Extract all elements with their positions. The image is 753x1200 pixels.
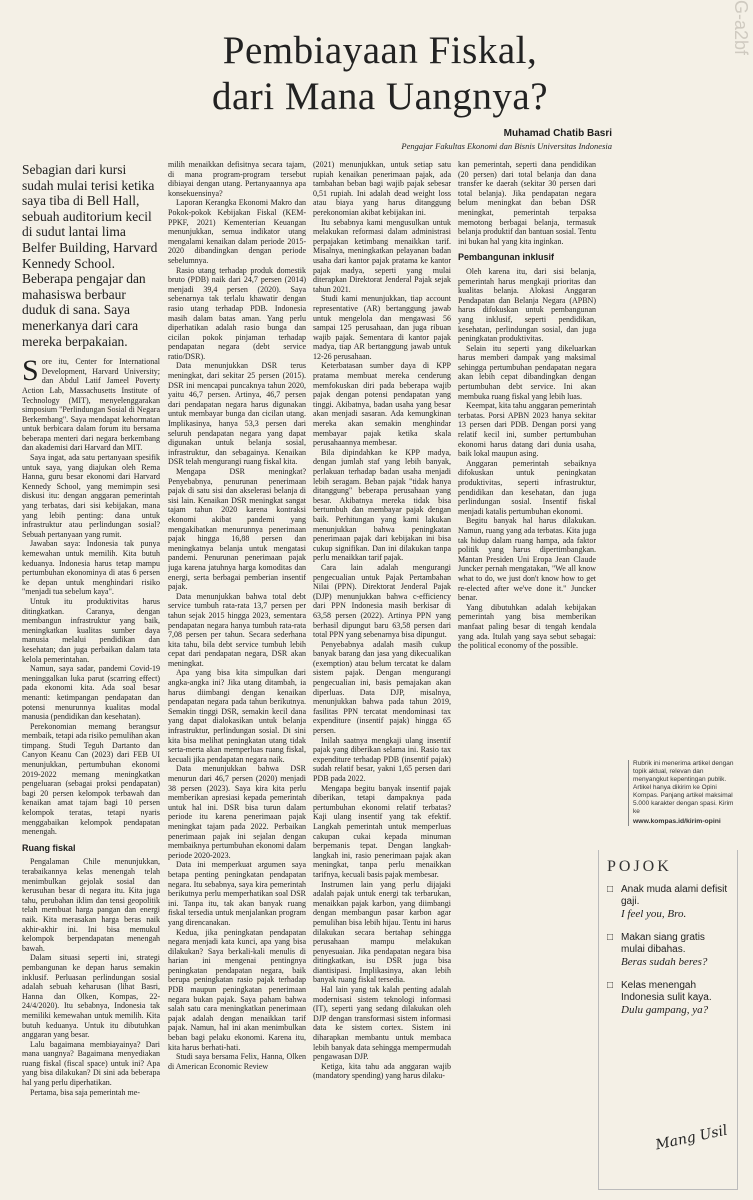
paragraph: Saya ingat, ada satu pertanyaan spesifik untuk saya, yang diajukan oleh Rema Hanna, guru besar ekonomi dari Harvard Kennedy School, yang memimpin sesi diskusi itu: dengan anggaran pemerintah yang terbatas, dari sisi kebijakan, mana yang lebih penting: dana untuk infrastruktur atau perlindungan sosial? Sebuah pertanyaan yang rumit. bbox=[22, 453, 160, 539]
paragraph: Studi saya bersama Felix, Hanna, Olken di American Economic Review bbox=[168, 1052, 306, 1071]
paragraph: Data menunjukkan bahwa DSR menurun dari 46,7 persen (2020) menjadi 38 persen (2023). Saya kira kita perlu memberikan apresiasi kepada pemerintah untuk hal ini. DSR bisa turun dalam periode itu karena penerimaan pajak meningkat tajam pada 2022. Perbaikan penerimaan pajak ini sejalan dengan membaiknya pertumbuhan ekonomi dalam periode 2020-2023. bbox=[168, 764, 306, 860]
pojok-item-reply: I feel you, Bro. bbox=[621, 908, 687, 920]
paragraph: Studi kami menunjukkan, tiap account representative (AR) bertanggung jawab untuk mengelola dan mengawasi 56 sampai 125 perusahaan, dan juga ribuan wajib pajak. Sementara di kantor pajak madya, tiap AR bertanggung jawab untuk 12-26 perusahaan. bbox=[313, 294, 451, 361]
paragraph: Lalu bagaimana membiayainya? Dari mana uangnya? Bagaimana menyediakan ruang fiskal (fiscal space) untuk ini? Apa yang bisa dilakukan? Di sini ada beberapa hal yang perlu diperhatikan. bbox=[22, 1039, 160, 1088]
paragraph: Namun, saya sadar, pandemi Covid-19 meninggalkan luka parut (scarring effect) pada ekonomi kita. Ada soal besar menanti: ketimpangan pendapatan dan potensi menurunnya kualitas modal manusia (pendidikan dan kesehatan). bbox=[22, 664, 160, 722]
paragraph: Penyebabnya adalah masih cukup banyak barang dan jasa yang dikecualikan (exemption) atau belum tercatat ke dalam sistem pajak. Dengan mengurangi pengecualian ini, basis pemajakan akan diperluas. Data DJP, misalnya, menunjukkan bahwa pada tahun 2019, fasilitas PPN tercatat mendominasi tax expenditure (insentif pajak) hingga 65 persen. bbox=[313, 639, 451, 736]
paragraph: Dalam situasi seperti ini, strategi pembangunan ke depan harus semakin inklusif. Perluasan perlindungan sosial adalah sebuah keharusan (lihat Basri, Hanna dan Olken, Kompas, 22-24/4/2020). Itu sebabnya, Indonesia tak memiliki kemewahan untuk memilih. Kita butuh keduanya. Untuk itu dibutuhkan anggaran yang besar. bbox=[22, 953, 160, 1040]
paragraph: Keempat, kita tahu anggaran pemerintah terbatas. Porsi APBN 2023 hanya sekitar 13 persen dari PDB. Dengan porsi yang relatif kecil ini, sumber pertumbuhan ekonomi harus datang dari dunia usaha, baik lokal maupun asing. bbox=[458, 401, 596, 459]
rubrik-note bbox=[628, 760, 736, 826]
column-4 bbox=[458, 160, 596, 1190]
title-line-1: Pembiayaan Fiskal, bbox=[222, 29, 538, 72]
subheading-ruang-fiskal: Ruang fiskal bbox=[22, 842, 76, 853]
subheading-pembangunan-inklusif: Pembangunan inklusif bbox=[458, 252, 555, 263]
lead-paragraph: Sebagian dari kursi sudah mulai terisi ketika saya tiba di Bell Hall, sebuah auditorium kecil di sudut lantai lima Belfer Building, Harvard Kennedy School. Beberapa pengajar dan mahasiswa berbaur duduk di sana. Saya menerkanya dari cara mereka berpakaian. bbox=[22, 162, 158, 349]
author-name: Muhamad Chatib Basri bbox=[503, 128, 612, 139]
title-line-2: dari Mana Uangnya? bbox=[211, 75, 549, 118]
paragraph: milih menaikkan defisitnya secara tajam, di mana program-program tersebut dibiayai dengan utang. Pertanyaannya apa konsekuensinya? bbox=[168, 160, 306, 198]
column-3 bbox=[313, 160, 451, 1190]
paragraph: Ketiga, kita tahu ada anggaran wajib (mandatory spending) yang harus dilaku- bbox=[313, 1061, 451, 1081]
drop-cap: S bbox=[22, 354, 39, 388]
pojok-item bbox=[607, 932, 729, 968]
paragraph: Kedua, jika peningkatan pendapatan negara menjadi kata kunci, apa yang bisa dilakukan? Saya berkali-kali menulis di harian ini mengenai pentingnya peningkatan pendapatan negara, baik berupa peningkatan rasio pajak terhadap PDB maupun peningkatan penerimaan negara bukan pajak. Saya paham bahwa salah satu cara meningkatkan penerimaan pajak adalah dengan menaikkan tarif pajak. Namun, hal ini akan menimbulkan beban bagi pelaku ekonomi. Karena itu, kita harus berhati-hati. bbox=[168, 927, 306, 1052]
paragraph: Bila dipindahkan ke KPP madya, dengan jumlah staf yang lebih banyak, perlakuan terhadap badan usaha menjadi lebih seragam. Beban pajak "tidak hanya ditanggung" beberapa perusahaan yang besar. Akibatnya mereka tidak bisa bertumbuh dan membayar pajak dengan baik. Perhitungan yang kami lakukan menunjukkan bahwa peningkatan penerimaan pajak dari kebijakan ini bisa cukup signifikan. Dan ini dilakukan tanpa perlu menaikkan tarif pajak. bbox=[313, 447, 451, 563]
paragraph: Data ini memperkuat argumen saya betapa penting peningkatan pendapatan negara. Itu sebabnya, saya kira pemerintah berikutnya perlu memperhatikan soal DSR ini. Tanpa itu, tak akan banyak ruang fiskal tersedia untuk menjalankan program yang direncanakan. bbox=[168, 860, 306, 927]
paragraph: Begitu banyak hal harus dilakukan. Namun, ruang yang ada terbatas. Kita juga tak hidup dalam ruang hampa, ada faktor politik yang harus dipertimbangkan. Mantan Presiden Uni Eropa Jean Claude Juncker pernah mengatakan, "We all know what to do, we just don't know how to get re-elected after we've done it." Juncker benar. bbox=[458, 516, 596, 603]
paragraph: Perekonomian memang berangsur membaik, tetapi ada risiko pemulihan akan timpang. Studi Teguh Dartanto dan Canyon Keanu Can (2023) dari FEB UI menunjukkan, pertumbuhan ekonomi 2019-2022 memang meningkatkan pengeluaran (sebagai proksi pendapatan) bagi 20 persen kelompok terbawah dan kenaikan amat tajam bagi 10 persen kelompok teratas, tetapi nyaris menggabaikan kelompok pendapatan menengah. bbox=[22, 721, 160, 837]
square-bullet-icon: □ bbox=[607, 884, 614, 895]
paragraph: Anggaran pemerintah sebaiknya difokuskan untuk peningkatan produktivitas, seperti infrastruktur, pendidikan dan kesehatan, dan juga perlindungan sosial. Insentif fiskal menjadi katalis pertumbuhan ekonomi. bbox=[458, 458, 596, 516]
rubrik-link[interactable]: www.kompas.id/kirim-opini bbox=[633, 818, 721, 825]
paragraph: Keterbatasan sumber daya di KPP pratama membuat mereka cenderung memfokuskan diri pada beberapa wajib pajak dengan potensi pendapatan yang tinggi. Akibatnya, badan usaha yang besar akan menjadi sasaran. Ada kemungkinan mereka akan semakin menghindar membayar pajak ketika skala perusahaannya membesar. bbox=[313, 361, 451, 448]
paragraph: Yang dibutuhkan adalah kebijakan pemerintah yang bisa memberikan manfaat paling besar di tengah kendala yang ada. Itulah yang saya sebut sebagai: the political economy of the possible. bbox=[458, 602, 596, 651]
paragraph: Rasio utang terhadap produk domestik bruto (PDB) naik dari 24,7 persen (2014) menjadi 39,4 persen (2020). Saya sebenarnya tak terlalu khawatir dengan rasio utang terhadap PDB. Indonesia masih dalam batas aman. Yang perlu diperhatikan adalah rasio bunga dan cicilan pokok pinjaman terhadap pendapatan negara (debt service ratio/DSR). bbox=[168, 265, 306, 361]
square-bullet-icon: □ bbox=[607, 932, 614, 943]
paragraph: Pengalaman Chile menunjukkan, terabaikannya kelas menengah telah menimbulkan gejolak sosial dan kerusuhan besar di negara itu. Kita juga tahu, perubahan iklim dan tensi geopolitik telah membuat harga pangan dan energi naik. Kita merasakan harga beras naik akhir-akhir ini. Ini bisa memukul kelompok berpendapatan menengah bawah. bbox=[22, 857, 160, 953]
pojok-item-text: Kelas menengah Indonesia sulit kaya. bbox=[621, 980, 712, 1003]
paragraph: Itu sebabnya kami mengusulkan untuk melakukan reformasi dalam administrasi perpajakan ketimbang menaikkan tarif. Misalnya, meningkatkan pelayanan badan usaha dari kantor pajak pratama ke kantor pajak madya, seperti yang mulai diterapkan Direktorat Jenderal Pajak sejak tahun 2021. bbox=[313, 217, 451, 294]
pojok-item bbox=[607, 884, 729, 920]
paragraph: Inilah saatnya mengkaji ulang insentif pajak yang diberikan selama ini. Rasio tax expenditure terhadap PDB (insentif pajak) sudah relatif besar, yakni 1,65 persen dari PDB pada 2022. bbox=[313, 735, 451, 783]
paragraph: (2021) menunjukkan, untuk setiap satu rupiah kenaikan penerimaan pajak, ada tambahan beban bagi wajib pajak sebesar 0,51 rupiah. Ini adalah dead weight loss atau biaya yang harus ditanggung perekonomian akibat kebijakan ini. bbox=[313, 160, 451, 217]
paragraph: Data menunjukkan bahwa total debt service tumbuh rata-rata 13,7 persen per tahun sejak 2015 hingga 2023, sementara pendapatan negara hanya tumbuh rata-rata 7,08 persen per tahun. Secara sederhana kita tahu, bila debt service tumbuh lebih cepat dari pendapatan negara, DSR akan meningkat. bbox=[168, 591, 306, 668]
paragraph: Laporan Kerangka Ekonomi Makro dan Pokok-pokok Kebijakan Fiskal (KEM-PPKF, 2021) Kementerian Keuangan menunjukkan, semua indikator utang mengalami kenaikan dalam periode 2015-2020 dibandingkan dengan periode sebelumnya. bbox=[168, 198, 306, 265]
paragraph: Untuk itu produktivitas harus ditingkatkan. Caranya, dengan membangun infrastruktur yang baik, meningkatkan kualitas sumber daya manusia melalui pendidikan dan kesehatan; dan juga perbaikan dalam tata kelola pemerintahan. bbox=[22, 596, 160, 664]
paragraph: Apa yang bisa kita simpulkan dari angka-angka ini? Jika utang ditambah, ia harus diimbangi dengan kenaikan pendapatan negara pada tahun berikutnya. Semakin tinggi DSR, semakin kecil dana yang dapat dialokasikan untuk belanja infrastruktur, perlindungan sosial. Di sini kita bisa melihat peningkatan utang tidak serta-merta akan memperluas ruang fiskal, kecuali jika pendapatan negara naik. bbox=[168, 668, 306, 764]
square-bullet-icon: □ bbox=[607, 980, 614, 991]
paragraph: kan pemerintah, seperti dana pendidikan (20 persen) dari total belanja dan dana transfer ke daerah (sekitar 30 persen dari total belanja). Jika pendapatan negara belum meningkat dan beban DSR meningkat, pemerintah terpaksa memotong berbagai belanja, termasuk belanja produktif dan bantuan sosial. Tentu ini bukan hal yang kita inginkan. bbox=[458, 160, 596, 246]
first-paragraph: Sore itu, Center for International Development, Harvard University; dan Abdul Latif Jameel Poverty Action Lab, Massachusetts Institute of Technology (MIT), menyelenggarakan simposium "Perlindungan Sosial di Negara Berkembang". Saya mendapat kehormatan untuk berbicara dalam forum itu bersama beberapa menteri dari negara berkembang dan akademisi dari Harvard dan MIT. bbox=[22, 354, 160, 453]
pojok-item-text: Anak muda alami defisit gaji. bbox=[621, 884, 728, 907]
watermark: G-a2bf bbox=[731, 0, 751, 56]
pojok-title: POJOK bbox=[607, 858, 672, 875]
pojok-item-text: Makan siang gratis mulai dibahas. bbox=[621, 932, 705, 955]
paragraph: Jawaban saya: Indonesia tak punya kemewahan untuk memilih. Kita butuh keduanya. Indonesia harus tetap mampu pertumbuhan ekonominya di atas 6 persen ke depan untuk menghindari risiko "menjadi tua sebelum kaya". bbox=[22, 539, 160, 597]
paragraph: Mengapa begitu banyak insentif pajak diberikan, tetapi dampaknya pada pertumbuhan ekonomi relatif terbatas? Kaji ulang insentif yang tak efektif. Langkah pemerintah untuk memperluas cakupan cukai kepada minuman berpemanis tepat. Dengan langkah-langkah ini, rasio penerimaan pajak akan meningkat, tanpa perlu menaikkan tarifnya, kecuali basis pajak membesar. bbox=[313, 783, 451, 879]
signature: Mang Usil bbox=[654, 1122, 729, 1154]
pojok-item bbox=[607, 980, 729, 1016]
pojok-item-reply: Dulu gampang, ya? bbox=[621, 1004, 709, 1016]
paragraph: Selain itu seperti yang dikeluarkan harus memberi dampak yang maksimal sehingga pertumbuhan pendapatan negara akan lebih cepat dibandingkan dengan pertumbuhan debt service. Ini akan membuka ruang fiskal yang lebih luas. bbox=[458, 343, 596, 401]
paragraph: Pertama, bisa saja pemerintah me- bbox=[30, 1087, 140, 1097]
paragraph: Hal lain yang tak kalah penting adalah modernisasi sistem teknologi informasi (IT), seperti yang sedang dilakukan oleh DJP dengan transformasi sistem informasi data ke sistem cortex. Sistem ini diharapkan membantu untuk membaca lebih banyak data sehingga mempermudah pengawasan DJP. bbox=[313, 985, 451, 1062]
paragraph: Cara lain adalah mengurangi pengecualian untuk Pajak Pertambahan Nilai (PPN). Direktorat Jenderal Pajak (DJP) menunjukkan bahwa c-efficiency dari PPN Indonesia masih berkisar di 63,58 persen (2022). Artinya PPN yang berhasil dipungut baru 63,58 persen dari total PPN yang sebenarnya bisa dipungut. bbox=[313, 562, 451, 640]
column-1 bbox=[22, 160, 160, 1190]
column-2 bbox=[168, 160, 306, 1190]
paragraph: Data menunjukkan DSR terus meningkat, dari sekitar 25 persen (2015). DSR ini mencapai puncaknya tahun 2020, yaitu 46,7 persen. Artinya, 46,7 persen dari pendapatan negara harus digunakan untuk membayar bunga dan cicilan utang. Implikasinya, hanya 53,3 persen dari seluruh pendapatan negara yang dapat digunakan untuk belanja sosial, infrastruktur, dan sebagainya. Kenaikan DSR telah mengurangi ruang fiskal kita. bbox=[168, 361, 306, 467]
pojok-item-reply: Beras sudah beres? bbox=[621, 956, 708, 968]
paragraph: Mengapa DSR meningkat? Penyebabnya, penurunan penerimaan pajak di satu sisi dan akselerasi belanja di sisi lain. Kenaikan DSR meningkat sangat tajam tahun 2020 karena kontraksi ekonomi akibat pandemi yang mengakibatkan menurunnya penerimaan pajak hingga 16,88 persen dan meningkatnya belanja untuk mengatasi pandemi. Penurunan penerimaan pajak juga karena jatuhnya harga komoditas dan energi, serta berbagai pemberian insentif pajak. bbox=[168, 467, 306, 592]
paragraph: Instrumen lain yang perlu dijajaki adalah pajak untuk energi tak terbarukan, menaikkan pajak karbon, yang diimbangi dengan membangun pasar karbon agar pemulihan bisa lebih hijau. Tentu ini harus dilakukan secara bertahap sehingga perusahaan mampu melakukan penyesuaian. Jika pendapatan negara bisa ditingkatkan, isu DSR juga bisa diantisipasi. Implikasinya, akan lebih banyak ruang fiskal tersedia. bbox=[313, 879, 451, 985]
paragraph: Oleh karena itu, dari sisi belanja, pemerintah harus mengkaji prioritas dan kualitas belanja. Alokasi Anggaran Pendapatan dan Belanja Negara (APBN) harus difokuskan untuk pembangunan yang inklusif, seperti pendidikan, kesehatan, perlindungan sosial, dan juga peningkatan produktivitas. bbox=[458, 266, 596, 344]
rubrik-text: Rubrik ini menerima artikel dengan topik aktual, relevan dan menyangkut kepentingan publik. Artikel hanya dikirim ke Opini Kompas. Panjang artikel maksimal 5.000 karakter dengan spasi. Kirim ke bbox=[633, 760, 734, 815]
author-affiliation: Pengajar Fakultas Ekonomi dan Bisnis Universitas Indonesia bbox=[401, 141, 612, 151]
article-title bbox=[150, 28, 610, 120]
